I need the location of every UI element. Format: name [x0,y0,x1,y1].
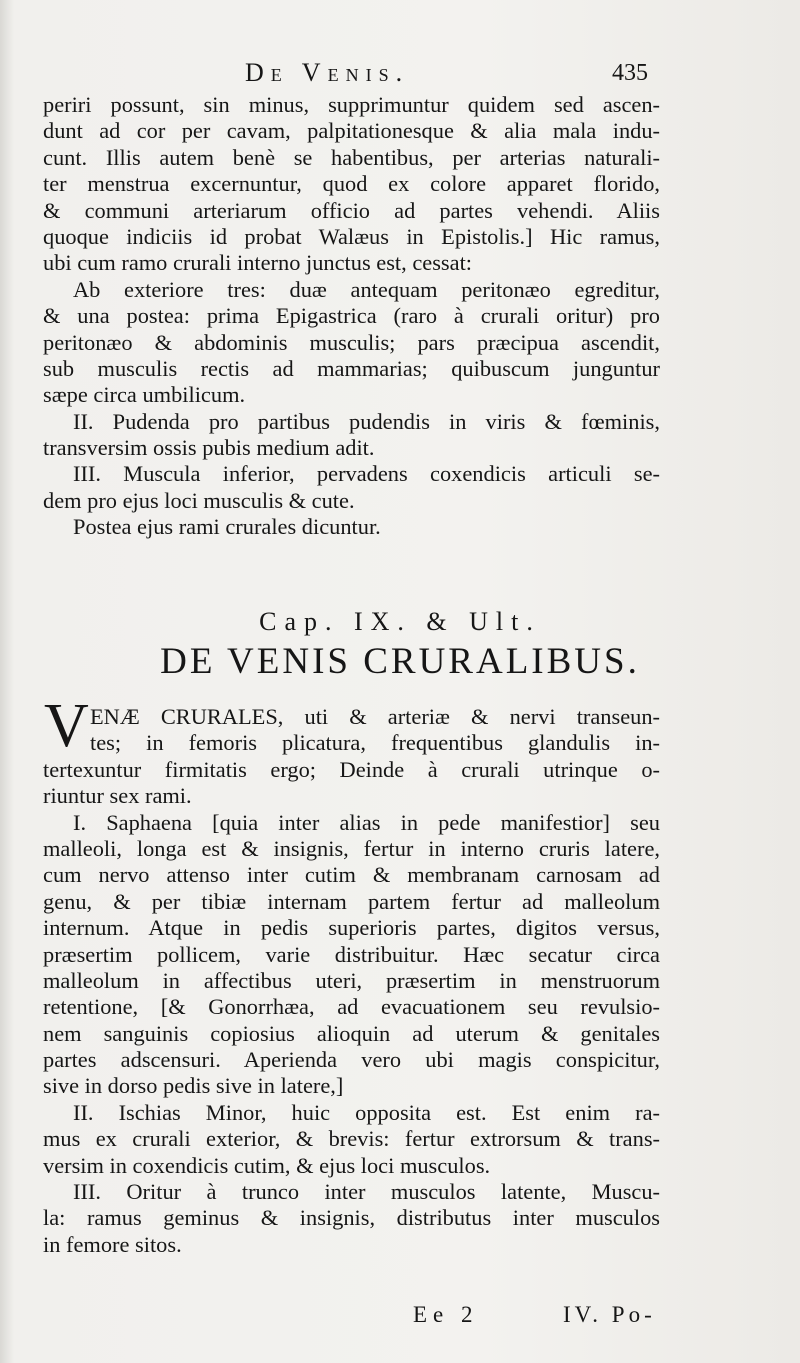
text-line: & communi arteriarum officio ad partes vehendi. Aliis [43,197,660,223]
catchword: IV. Po- [563,1302,656,1327]
text-line: III. Oritur à trunco inter musculos latente, Muscu- [73,1179,660,1205]
text-line: III. Muscula inferior, pervadens coxendicis articuli se- [73,461,660,487]
text-line: præsertim pollicem, varie distribuitur. Hæc secatur circa [43,941,660,967]
text-line: la: ramus geminus & insignis, distributus inter musculos [43,1205,660,1231]
text-line: dunt ad cor per cavam, palpitationesque & alia mala indu- [43,118,660,144]
text-line: & una postea: prima Epigastrica (raro à crurali oritur) pro [43,303,660,329]
text-line: partes adscensuri. Aperienda vero ubi magis conspicitur, [43,1047,660,1073]
chapter-heading: Cap. IX. & Ult. [259,607,541,636]
text-line: mus ex crurali exterior, & brevis: fertur extrorsum & trans- [43,1126,660,1152]
text-line: sæpe circa umbilicum. [43,382,246,408]
text-line: cum nervo attenso inter cutim & membranam carnosam ad [43,862,660,888]
text-line: sive in dorso pedis sive in latere,] [43,1073,344,1099]
drop-capital: V [44,692,89,760]
text-line: in femore sitos. [43,1231,182,1257]
running-title: De Venis. [245,58,410,87]
text-line: tes; in femoris plicatura, frequentibus glandulis in- [90,730,660,756]
text-line: riuntur sex rami. [43,783,192,809]
text-line: dem pro ejus loci musculis & cute. [43,487,355,513]
text-line: versim in coxendicis cutim, & ejus loci musculos. [43,1152,491,1178]
running-head [0,58,800,94]
chapter-title: DE VENIS CRURALIBUS. [160,641,640,682]
text-line: cunt. Illis autem benè se habentibus, per arterias naturali- [43,144,660,170]
signature-mark: Ee 2 [413,1302,479,1327]
text-line: tertexuntur firmitatis ergo; Deinde à crurali utrinque o- [43,756,660,782]
text-line: nem sanguinis copiosius alioquin ad uterum & genitales [43,1020,660,1046]
text-line: II. Ischias Minor, huic opposita est. Est enim ra- [73,1099,660,1125]
text-line: genu, & per tibiæ internam partem fertur ad malleolum [43,888,660,914]
text-line: Postea ejus rami crurales dicuntur. [73,514,381,540]
text-line: internum. Atque in pedis superioris partes, digitos versus, [43,915,660,941]
text-line: ter menstrua excernuntur, quod ex colore apparet florido, [43,171,660,197]
text-line: ubi cum ramo crurali interno junctus est, cessat: [43,250,473,276]
continued-text-block [43,92,660,541]
text-line: periri possunt, sin minus, supprimuntur quidem sed ascen- [43,92,660,117]
page-number: 435 [612,60,648,86]
page-footer [0,1302,800,1332]
text-line: sub musculis rectis ad mammarias; quibuscum junguntur [43,355,660,381]
text-line: quoque indiciis id probat Walæus in Epistolis.] Hic ramus, [43,223,660,249]
text-line: peritonæo & abdominis musculis; pars præcipua ascendit, [43,329,660,355]
text-line: II. Pudenda pro partibus pudendis in viris & fœminis, [73,408,660,434]
text-line: I. Saphaena [quia inter alias in pede manifestior] seu [73,809,660,835]
text-line: malleolum in affectibus uteri, præsertim in menstruorum [43,967,660,993]
text-line: retentione, [& Gonorrhæa, ad evacuationem seu revulsio- [43,994,660,1020]
text-line: ENÆ CRURALES, uti & arteriæ & nervi transeun- [90,704,660,729]
text-line: malleoli, longa est & insignis, fertur in interno cruris latere, [43,835,660,861]
text-line: transversim ossis pubis medium adit. [43,435,375,461]
text-line: Ab exteriore tres: duæ antequam peritonæo egreditur, [73,276,660,302]
chapter-text-block [43,704,660,1258]
